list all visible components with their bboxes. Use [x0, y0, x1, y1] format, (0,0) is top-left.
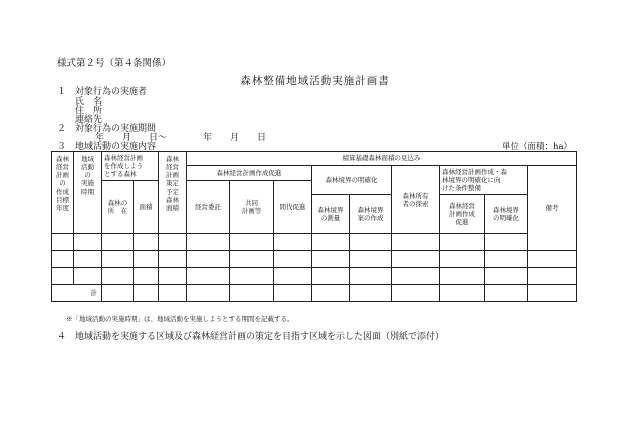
field-address-label: 住 所: [75, 106, 103, 116]
table-row: [52, 234, 577, 251]
col-header-boundary-draft: 森林境界 案の作成: [350, 195, 392, 234]
table-note: ※「地域活動の実施時期」は、地域活動を実施しようとする期間を記載する。: [66, 315, 294, 323]
table-total-row: [52, 285, 577, 302]
col-header-boundary-clarify: 森林境界 の明確化: [485, 195, 528, 234]
col-header-thinning: 間伐促進: [274, 181, 312, 234]
col-header-activity-period: 地域 活動 の 実施 時期: [74, 152, 102, 234]
field-contact-label: 連絡先: [75, 115, 103, 125]
table-row: [52, 268, 577, 285]
section3-heading: ３ 地域活動の実施内容: [57, 142, 157, 152]
period-date-range: 年 月 日～ 年 月 日: [95, 133, 267, 143]
unit-label: 単位（面積：ha）: [502, 142, 573, 152]
col-header-owner-search: 森林所有 者の探索: [392, 166, 440, 234]
col-header-area: 面積: [134, 181, 159, 234]
section4-text: ４ 地域活動を実施する区域及び森林経営計画の策定を目指す区域を示した図面（別紙で添付）: [57, 332, 445, 342]
col-header-joint-plan: 共同 計画等: [230, 181, 274, 234]
section1-heading: １ 対象行為の実施者: [57, 87, 148, 97]
col-header-expected-area: 積算基礎森林面積の見込み: [187, 152, 577, 166]
col-header-planned-area: 森林 経営 計画 策定 予定 森林 面積: [159, 152, 187, 234]
col-header-location: 森林の 所 在: [102, 181, 134, 234]
form-number: 様式第２号（第４条関係）: [57, 58, 172, 69]
col-header-entrust: 経営委託: [187, 181, 230, 234]
col-header-target-year: 森林 経営 計画 の 作成 目標 年度: [52, 152, 74, 234]
total-label: 計: [52, 285, 102, 302]
col-header-plan-creation: 森林経営 計画作成 促進: [440, 195, 485, 234]
col-header-forest-group: 森林経営計画 を作成しよう とする森林: [102, 152, 159, 181]
table-row: [52, 251, 577, 268]
col-header-remarks: 備考: [528, 166, 577, 251]
col-header-boundary: 森林境界の明確化: [312, 166, 392, 195]
col-header-boundary-survey: 森林境界 の測量: [312, 195, 350, 234]
field-name-label: 氏 名: [75, 97, 103, 107]
activity-table: [51, 151, 577, 302]
col-header-condition-improvement: 森林経営計画作成・森 林境界の明確化に向 けた条件整備: [440, 166, 528, 195]
document-title: 森林整備地域活動実施計画書: [240, 75, 390, 87]
section2-heading: ２ 対象行為の実施期間: [57, 124, 157, 134]
col-header-plan-promotion: 森林経営計画作成促進: [187, 166, 312, 181]
